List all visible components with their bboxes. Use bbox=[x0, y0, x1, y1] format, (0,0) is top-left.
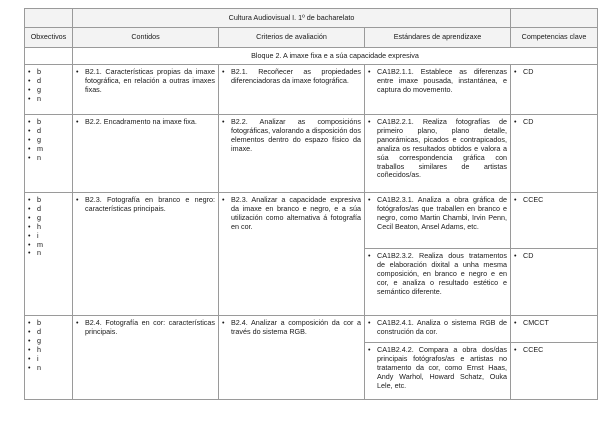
criteria-text: • B2.2. Analizar as composicións fotográficas, valorando a disposición dos elementos dentro do espazo físico da imaxe. bbox=[222, 118, 361, 154]
competence-text: • CD bbox=[514, 252, 594, 261]
header-objectives: Obxectivos bbox=[25, 28, 73, 48]
table-title: Cultura Audiovisual I. 1º de bacharelato bbox=[73, 9, 511, 28]
competence-text: • CCEC bbox=[514, 346, 594, 355]
objective-item: • g bbox=[28, 214, 69, 223]
objective-item: • h bbox=[28, 346, 69, 355]
objective-item: • n bbox=[28, 249, 69, 258]
standard-text: • CA1B2.3.2. Realiza dous tratamentos de elaboración dixital a unha mesma composición, en branco e negro e en cor, e analiza o resultado estético e semántico diferente. bbox=[368, 252, 507, 297]
objective-item: • d bbox=[28, 77, 69, 86]
competence-cell bbox=[511, 343, 598, 400]
objective-item: • b bbox=[28, 68, 69, 77]
content-cell bbox=[73, 316, 219, 400]
objective-item: • d bbox=[28, 328, 69, 337]
curriculum-table bbox=[24, 8, 598, 400]
criteria-cell bbox=[219, 65, 365, 115]
objective-item: • d bbox=[28, 205, 69, 214]
competence-text: • CCEC bbox=[514, 196, 594, 205]
empty-corner-cell bbox=[25, 9, 73, 28]
standard-text: • CA1B2.3.1. Analiza a obra gráfica de fotógrafos/as que traballen en branco e negro, como Martin Chambi, Irvin Penn, Cecil Beaton, Ansel Adams, etc. bbox=[368, 196, 507, 232]
objective-item: • d bbox=[28, 127, 69, 136]
standard-text: • CA1B2.4.2. Compara a obra dos/das principais fotógrafos/as e artistas no tratamento da cor, como Ernst Haas, Andy Warhol, Howard Schatz, Ouka Lele, etc. bbox=[368, 346, 507, 391]
objectives-cell bbox=[25, 115, 73, 193]
content-text: • B2.4. Fotografía en cor: características principais. bbox=[76, 319, 215, 337]
empty-block-cell bbox=[25, 48, 73, 65]
header-standards: Estándares de aprendizaxe bbox=[365, 28, 511, 48]
competence-cell bbox=[511, 316, 598, 343]
competence-cell bbox=[511, 249, 598, 316]
objective-item: • b bbox=[28, 196, 69, 205]
standard-text: • CA1B2.1.1. Establece as diferenzas entre imaxe pousada, instantánea, e captura do movemento. bbox=[368, 68, 507, 95]
objective-item: • g bbox=[28, 86, 69, 95]
standard-cell bbox=[365, 65, 511, 115]
objective-item: • h bbox=[28, 223, 69, 232]
standard-cell bbox=[365, 249, 511, 316]
standard-cell bbox=[365, 115, 511, 193]
table-row bbox=[25, 65, 598, 115]
empty-title-cell bbox=[511, 9, 598, 28]
objectives-cell bbox=[25, 65, 73, 115]
table-row bbox=[25, 115, 598, 193]
block-title: Bloque 2. A imaxe fixa e a súa capacidade expresiva bbox=[73, 48, 598, 65]
objective-item: • b bbox=[28, 319, 69, 328]
objective-item: • n bbox=[28, 364, 69, 373]
standard-cell bbox=[365, 193, 511, 249]
criteria-cell bbox=[219, 316, 365, 400]
content-cell bbox=[73, 115, 219, 193]
objective-item: • g bbox=[28, 136, 69, 145]
standard-text: • CA1B2.2.1. Realiza fotografías de primeiro plano, plano detalle, panorámicas, picados e contrapicados, analiza os resultados obtidos e valora a súa correspondencia gráfica con traballos similares de artistas coñecidos/as. bbox=[368, 118, 507, 180]
competence-cell bbox=[511, 193, 598, 249]
standard-text: • CA1B2.4.1. Analiza o sistema RGB de construción da cor. bbox=[368, 319, 507, 337]
objective-item: • m bbox=[28, 241, 69, 250]
header-competences: Competencias clave bbox=[511, 28, 598, 48]
header-contents: Contidos bbox=[73, 28, 219, 48]
criteria-cell bbox=[219, 115, 365, 193]
standard-cell bbox=[365, 343, 511, 400]
table-row bbox=[25, 193, 598, 249]
objective-item: • i bbox=[28, 355, 69, 364]
header-criteria: Criterios de avaliación bbox=[219, 28, 365, 48]
objectives-cell bbox=[25, 193, 73, 316]
competence-text: • CMCCT bbox=[514, 319, 594, 328]
standard-cell bbox=[365, 316, 511, 343]
criteria-text: • B2.1. Recoñecer as propiedades diferenciadoras da imaxe fotográfica. bbox=[222, 68, 361, 86]
content-text: • B2.3. Fotografía en branco e negro: características principais. bbox=[76, 196, 215, 214]
objective-item: • i bbox=[28, 232, 69, 241]
objectives-cell bbox=[25, 316, 73, 400]
content-text: • B2.1. Características propias da imaxe fotográfica, en relación a outras imaxes fixas. bbox=[76, 68, 215, 95]
competence-text: • CD bbox=[514, 118, 594, 127]
criteria-text: • B2.4. Analizar a composición da cor a través do sistema RGB. bbox=[222, 319, 361, 337]
objective-item: • m bbox=[28, 145, 69, 154]
criteria-cell bbox=[219, 193, 365, 316]
content-cell bbox=[73, 193, 219, 316]
objective-item: • n bbox=[28, 154, 69, 163]
competence-cell bbox=[511, 65, 598, 115]
competence-text: • CD bbox=[514, 68, 594, 77]
objective-item: • n bbox=[28, 95, 69, 104]
criteria-text: • B2.3. Analizar a capacidade expresiva da imaxe en branco e negro, e a súa utilización como alternativa á fotografía en cor. bbox=[222, 196, 361, 232]
content-cell bbox=[73, 65, 219, 115]
content-text: • B2.2. Encadramento na imaxe fixa. bbox=[76, 118, 215, 127]
objective-item: • b bbox=[28, 118, 69, 127]
objective-item: • g bbox=[28, 337, 69, 346]
competence-cell bbox=[511, 115, 598, 193]
table-row bbox=[25, 316, 598, 343]
